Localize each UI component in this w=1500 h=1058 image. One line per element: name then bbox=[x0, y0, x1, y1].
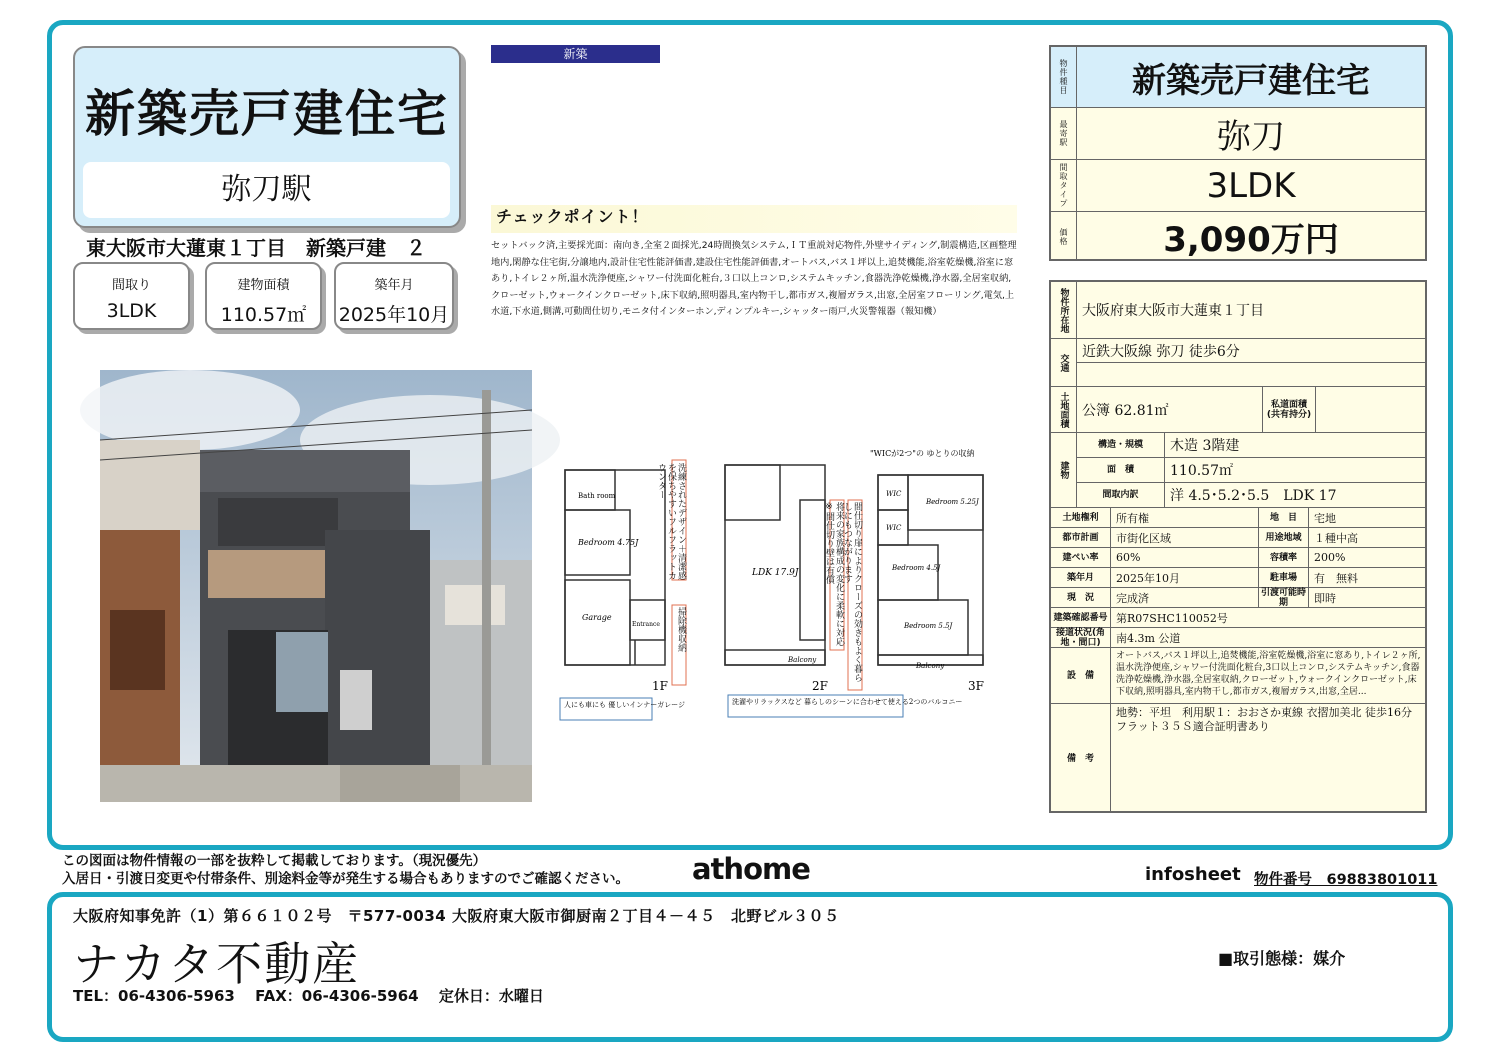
remarks-label: 備 考 bbox=[1051, 704, 1111, 813]
title-box bbox=[73, 46, 461, 228]
status-label: 現 況 bbox=[1051, 588, 1111, 608]
new-badge: 新築 bbox=[491, 45, 660, 63]
footer-note-2: 入居日・引渡日変更や付帯条件、別途料金等が発生する場合もありますのでご確認ください。 bbox=[62, 871, 629, 887]
house-photo bbox=[100, 370, 532, 802]
built-label: 築年月 bbox=[1051, 568, 1111, 588]
athome-logo: athome bbox=[692, 852, 810, 886]
footer-notes bbox=[62, 852, 629, 888]
floor-label: 1F bbox=[652, 679, 668, 693]
title-station: 弥刀駅 bbox=[83, 162, 450, 218]
floor-area-label: 面 積 bbox=[1077, 458, 1165, 483]
parking-value: 有 無料 bbox=[1309, 568, 1427, 588]
room-label: Bedroom 5.25J bbox=[926, 498, 979, 506]
room-label: Balcony bbox=[916, 662, 945, 670]
parking-label: 駐車場 bbox=[1259, 568, 1309, 588]
spec-card-layout bbox=[73, 262, 190, 330]
spec-card-built bbox=[334, 262, 454, 330]
bcr-label: 建ぺい率 bbox=[1051, 548, 1111, 568]
layout-label: 間取内訳 bbox=[1077, 483, 1165, 508]
floor-label: 3F bbox=[968, 679, 984, 693]
property-number: 物件番号 69883801011 bbox=[1254, 872, 1438, 888]
private-road-label: 私道面積 (共有持分) bbox=[1263, 387, 1316, 433]
layout-value: 洋 4.5･5.2･5.5 LDK 17 bbox=[1165, 483, 1427, 508]
structure-value: 木造 3階建 bbox=[1165, 433, 1427, 458]
far-label: 容積率 bbox=[1259, 548, 1309, 568]
footer-note-1: この図面は物件情報の一部を抜粋して掲載しております。（現況優先） bbox=[62, 853, 487, 869]
balcony-callout: 洗濯やリラックスなど 暮らしのシーンに合わせて使える2つのバルコニー bbox=[732, 698, 963, 706]
detail-table bbox=[1049, 280, 1427, 813]
zoning-value: １種中高 bbox=[1309, 528, 1427, 548]
summary-value: 3LDK bbox=[1206, 165, 1296, 206]
summary-row bbox=[1051, 47, 1425, 107]
built-value: 2025年10月 bbox=[1111, 568, 1259, 588]
room-label: WIC bbox=[886, 524, 902, 532]
handover-label: 引渡可能時期 bbox=[1259, 588, 1309, 608]
room-label: Bedroom 4.75J bbox=[578, 538, 639, 547]
equipment-label: 設 備 bbox=[1051, 648, 1111, 704]
checkpoint-heading: チェックポイント！ bbox=[491, 205, 1017, 233]
company-license-address: 大阪府知事免許（1）第６６１０２号 〒577-0034 大阪府東大阪市御厨南２丁目４－４５ 北野ビル３０５ bbox=[73, 907, 840, 925]
summary-label: 価格 bbox=[1051, 212, 1077, 261]
callout-cleaner: 掃除機収納 bbox=[676, 607, 686, 652]
confirm-label: 建築確認番号 bbox=[1051, 608, 1111, 628]
city-plan-value: 市街化区域 bbox=[1111, 528, 1259, 548]
building-label: 建物 bbox=[1051, 433, 1077, 508]
transport-empty bbox=[1077, 363, 1427, 387]
spec-value: 2025年10月 bbox=[338, 304, 450, 326]
callout-future: 将来の家族構成の変化に柔軟に対応※間仕切り壁は有償 bbox=[824, 502, 844, 646]
zoning-label: 用途地域 bbox=[1259, 528, 1309, 548]
deal-type: ■取引態様：媒介 bbox=[1218, 949, 1346, 968]
equipment-value: オートバス,バス１坪以上,追焚機能,浴室乾燥機,浴室に窓あり,トイレ２ヶ所,温水洗浄便座,シャワー付洗面化粧台,3口以上コンロ,システムキッチン,食器洗浄乾燥機,浄水器,全居室収納,クローゼット,ウォークインクローゼット,床下収納,照明器具,室内物干し,都市ガス,複層ガラス,出窓,全居... bbox=[1111, 648, 1427, 704]
land-value: 公簿 62.81㎡ bbox=[1077, 387, 1263, 433]
summary-value: 弥刀 bbox=[1217, 117, 1285, 157]
room-label: Balcony bbox=[788, 656, 817, 664]
room-label: Bath room bbox=[578, 492, 616, 500]
title-main: 新築売戸建住宅 bbox=[85, 85, 449, 143]
location-label: 物件所在地 bbox=[1051, 282, 1077, 339]
room-label: Bedroom 5.5J bbox=[904, 622, 953, 630]
land-label: 土地面積 bbox=[1051, 387, 1077, 433]
room-label: LDK 17.9J bbox=[752, 568, 799, 578]
room-label: Entrance bbox=[632, 621, 660, 628]
wic-note: "WICが2つ"の ゆとりの収納 bbox=[870, 449, 975, 458]
summary-table bbox=[1049, 45, 1427, 261]
floor-plan bbox=[560, 440, 988, 750]
floor-label: 2F bbox=[812, 679, 828, 693]
checkpoint-body: セットバック済,主要採光面：南向き,全室２面採光,24時間換気システム,ＩＴ重説対応物件,外壁サイディング,制震構造,区画整理地内,閑静な住宅街,分譲地内,設計住宅性能評価書,建設住宅性能評価書,オートバス,バス１坪以上,追焚機能,浴室乾燥機,浴室に窓あり,トイレ２ヶ所,温水洗浄便座,シャワー付洗面化粧台,３口以上コンロ,システムキッチン,食器洗浄乾燥機,浄水器,全居室収納,クローゼット,ウォークインクローゼット,床下収納,照明器具,室内物干し,都市ガス,複層ガラス,出窓,全居室フローリング,電気,上水道,下水道,側溝,可動間仕切り,モニタ付インターホン,ディンプルキー,シャッター雨戸,火災警報器（報知機） bbox=[491, 240, 1017, 318]
spec-card-area bbox=[205, 262, 322, 330]
remarks-value: 地勢：平坦 利用駅１：おおさか東線 衣摺加美北 徒歩16分 フラット３５Ｓ適合証明書あり bbox=[1116, 706, 1412, 733]
callout-counter: 洗練されたデザイン＋清潔感を保ちやすいフルフラットカウンター bbox=[656, 463, 686, 580]
summary-value: 3,090万円 bbox=[1163, 220, 1339, 260]
rights-label: 土地権利 bbox=[1051, 508, 1111, 528]
road-value: 南4.3m 公道 bbox=[1111, 628, 1427, 648]
spec-label: 築年月 bbox=[374, 278, 414, 293]
floor-area-value: 110.57㎡ bbox=[1165, 458, 1427, 483]
transport-value: 近鉄大阪線 弥刀 徒歩6分 bbox=[1077, 339, 1427, 363]
company-contact: TEL：06-4306-5963 FAX：06-4306-5964 定休日：水曜日 bbox=[73, 987, 544, 1005]
floor-plan-2f bbox=[725, 465, 825, 665]
room-label: WIC bbox=[886, 490, 902, 498]
status-value: 完成済 bbox=[1111, 588, 1259, 608]
road-label: 接道状況(角地・間口) bbox=[1051, 628, 1111, 648]
location-value: 大阪府東大阪市大蓮東１丁目 bbox=[1077, 282, 1427, 339]
summary-row bbox=[1051, 211, 1425, 261]
handover-value: 即時 bbox=[1309, 588, 1427, 608]
summary-value: 新築売戸建住宅 bbox=[1132, 60, 1370, 101]
infosheet-label: infosheet bbox=[1145, 864, 1241, 885]
room-label: Bedroom 4.5J bbox=[892, 564, 941, 572]
city-plan-label: 都市計画 bbox=[1051, 528, 1111, 548]
summary-label: 間取タイプ bbox=[1051, 160, 1077, 211]
callout-door: 間仕切り扉によりクローズの効きもよく暮らしにもつながります bbox=[842, 502, 862, 682]
spec-label: 間取り bbox=[111, 278, 151, 293]
summary-label: 物件種目 bbox=[1051, 47, 1077, 107]
rights-value: 所有権 bbox=[1111, 508, 1259, 528]
room-label: Garage bbox=[582, 613, 612, 622]
confirm-value: 第R07SHC110052号 bbox=[1111, 608, 1427, 628]
garage-callout: 人にも車にも 優しいインナーガレージ bbox=[564, 701, 685, 709]
land-cat-label: 地 目 bbox=[1259, 508, 1309, 528]
company-name: ナカタ不動産 bbox=[73, 937, 361, 991]
private-road-value bbox=[1316, 387, 1427, 433]
spec-value: 3LDK bbox=[106, 300, 157, 322]
land-cat-value: 宅地 bbox=[1309, 508, 1427, 528]
summary-row bbox=[1051, 159, 1425, 211]
address-line: 東大阪市大蓮東１丁目 新築戸建 ２ bbox=[86, 236, 426, 260]
bcr-value: 60% bbox=[1111, 548, 1259, 568]
spec-label: 建物面積 bbox=[237, 278, 290, 293]
transport-label: 交通 bbox=[1051, 339, 1077, 387]
structure-label: 構造・規模 bbox=[1077, 433, 1165, 458]
spec-value: 110.57㎡ bbox=[220, 304, 307, 326]
far-value: 200% bbox=[1309, 548, 1427, 568]
summary-label: 最寄駅 bbox=[1051, 108, 1077, 159]
summary-row bbox=[1051, 107, 1425, 159]
